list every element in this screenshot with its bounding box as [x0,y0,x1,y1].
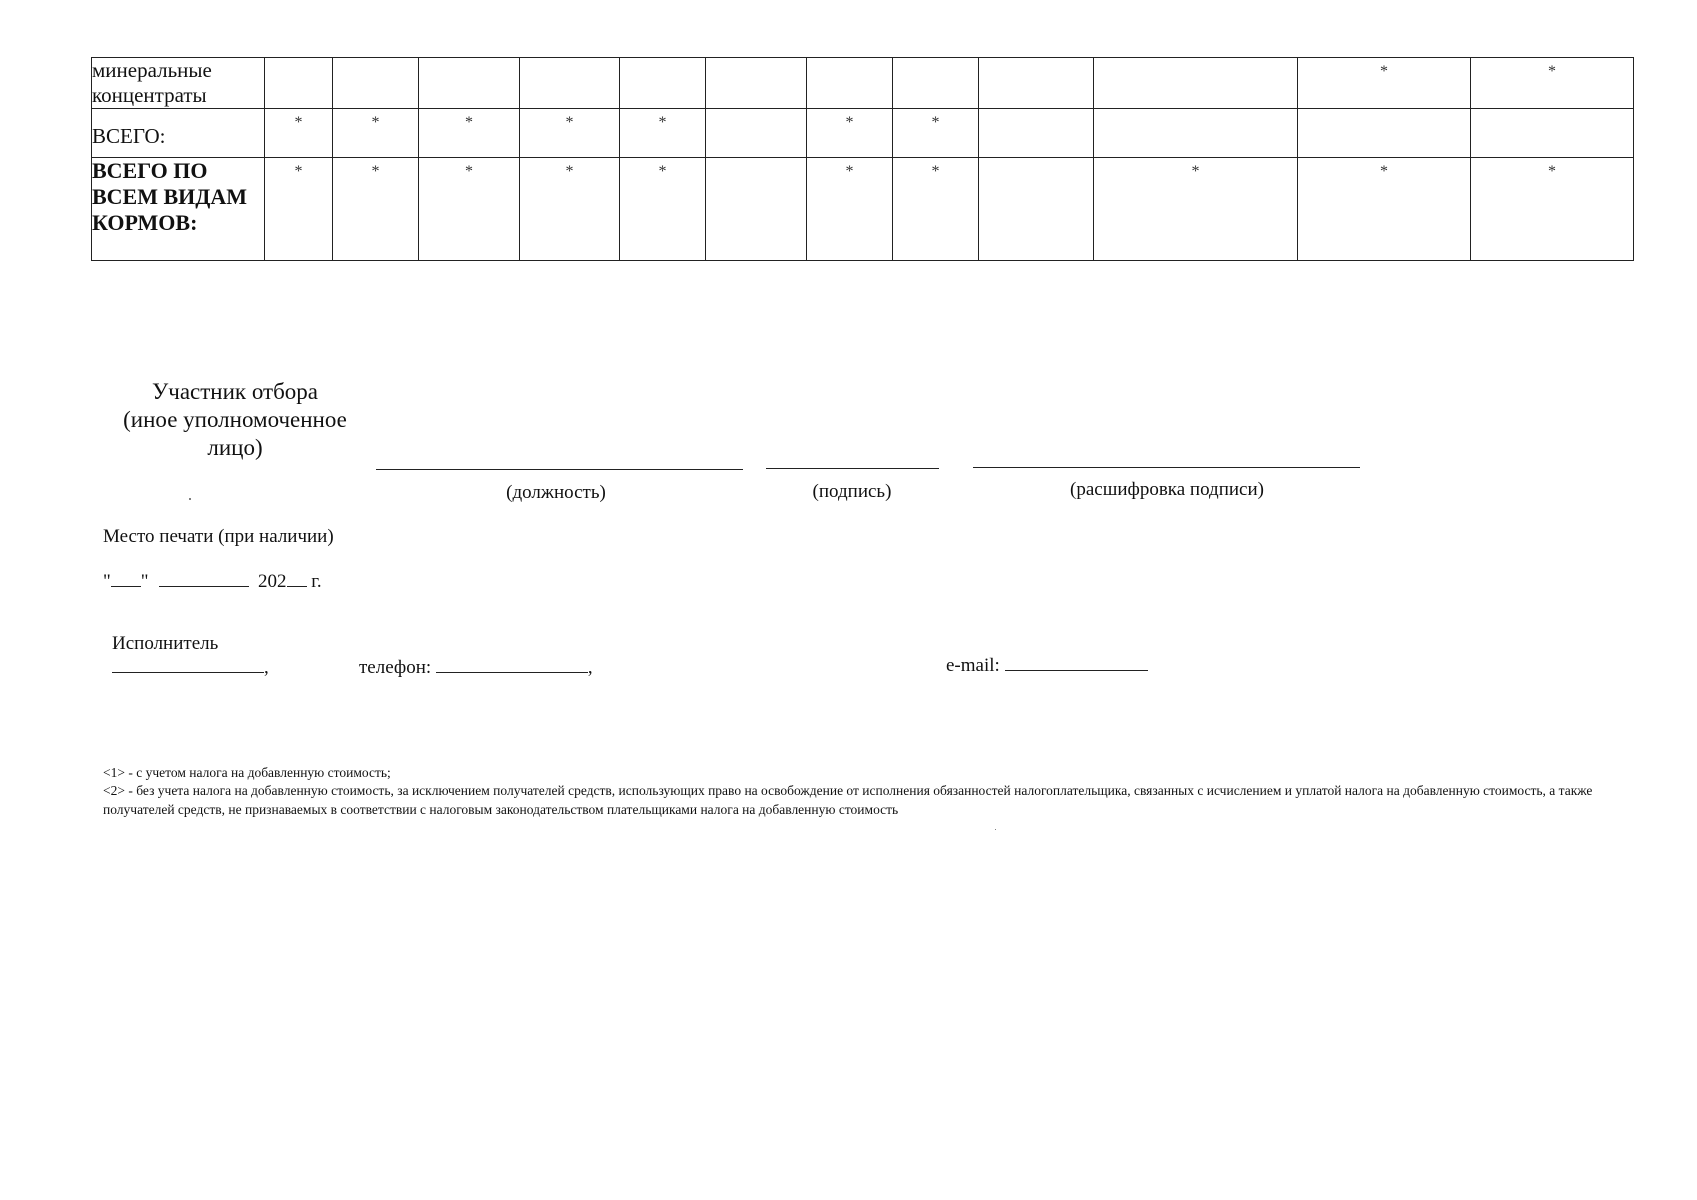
table-cell [265,109,333,158]
cell-value: * [931,114,940,131]
signature-line [766,468,939,469]
executor-blank [112,656,264,673]
date-suffix: г. [311,571,322,592]
table-cell [620,158,706,261]
date-quote-close: " [140,571,149,592]
table-cell [1471,109,1634,158]
table-cell [807,109,893,158]
table-cell [520,58,620,109]
cell-value [979,58,1093,64]
signature-caption: (подпись) [812,481,892,502]
table-cell [1094,109,1298,158]
table-cell [1094,58,1298,109]
decoding-line [973,467,1360,468]
email-label: e-mail: [946,655,1000,676]
cell-value: * [658,114,667,131]
cell-value: * [294,114,303,131]
cell-value: * [465,114,473,131]
email-blank [1005,654,1148,671]
table-cell [893,58,979,109]
table-cell [706,58,807,109]
participant-line-3: лицо) [207,435,263,460]
table-row [92,158,1634,261]
row-label: ВСЕГО ПО ВСЕМ ВИДАМ КОРМОВ: [92,158,265,261]
table-cell [1298,109,1471,158]
table-cell [979,58,1094,109]
table-cell [1471,58,1634,109]
cell-value: * [931,163,940,180]
cell-value: * [371,163,380,180]
table-cell [419,58,520,109]
table-cell [807,158,893,261]
table-cell [979,158,1094,261]
cell-value: * [294,163,303,180]
table-cell [1094,158,1298,261]
footnote-2: <2> - без учета налога на добавленную стоимость, за исключением получателей средств, использующих право на освобождение от исполнения обязанностей налогоплательщика, связанных с исчислением и уплатой налога на добавленную стоимость, а также получателей средств, не признаваемых в соответствии с налоговым законодательством плательщиками налога на добавленную стоимость [103,783,1593,817]
cell-value [1094,109,1297,115]
cell-value: * [565,163,574,180]
table-cell [893,109,979,158]
table-cell [1471,158,1634,261]
cell-value: * [565,114,574,131]
cell-value: * [465,163,473,180]
table-cell [520,109,620,158]
feed-table [91,57,1634,261]
cell-value [979,109,1093,115]
cell-value: * [1548,63,1556,80]
cell-value [620,58,705,64]
executor-field [112,656,269,679]
participant-line-2: (иное уполномоченное [123,407,347,432]
table-cell [620,58,706,109]
table-cell [419,109,520,158]
row-label: минеральные концентраты [92,58,265,109]
cell-value [979,158,1093,164]
position-line [376,469,743,470]
table-cell [706,109,807,158]
year-blank [287,570,307,587]
cell-value [520,58,619,64]
month-blank [159,570,249,587]
row-label: ВСЕГО: [92,109,265,158]
position-caption: (должность) [506,482,606,503]
cell-value [893,58,978,64]
cell-value [419,58,519,64]
footnote-1: <1> - с учетом налога на добавленную стоимость; [103,765,391,780]
table-cell [1298,158,1471,261]
date-quote-open: " [103,571,111,592]
executor-comma: , [264,657,269,678]
cell-value [1094,58,1297,64]
cell-value: * [1380,63,1388,80]
cell-value [265,58,332,64]
date-year: 202 [258,571,287,592]
cell-value [706,158,806,164]
table-cell [419,158,520,261]
executor-label: Исполнитель [112,633,219,654]
phone-blank [436,656,588,673]
table-cell [1298,58,1471,109]
cell-value: * [1380,163,1388,180]
phone-field [359,656,593,679]
phone-comma: , [587,657,593,678]
cell-value: * [658,163,667,180]
table-cell [706,158,807,261]
cell-value [333,58,418,64]
table-cell [620,109,706,158]
participant-line-1: Участник отбора [151,379,319,404]
table-cell [333,109,419,158]
table-cell [333,58,419,109]
cell-value: * [845,163,854,180]
cell-value [807,58,892,64]
table-row [92,58,1634,109]
decoding-caption: (расшифровка подписи) [1070,479,1264,500]
table-cell [893,158,979,261]
cell-value [1471,109,1633,115]
table-cell [333,158,419,261]
table-cell [520,158,620,261]
table-row [92,109,1634,158]
participant-label [105,378,365,462]
stamp-place: Место печати (при наличии) [103,526,334,547]
scan-speck [995,829,996,830]
day-blank [111,570,141,587]
cell-value [1298,109,1470,115]
date-line [103,570,322,593]
table-body [92,58,1634,261]
table-cell [265,158,333,261]
scan-speck [189,498,191,500]
cell-value [706,109,806,115]
table-cell [807,58,893,109]
table-cell [979,109,1094,158]
cell-value: * [1191,163,1200,180]
cell-value [706,58,806,64]
table-cell [265,58,333,109]
cell-value: * [845,114,854,131]
cell-value: * [371,114,380,131]
cell-value: * [1548,163,1556,180]
email-field [946,654,1148,677]
phone-label: телефон: [359,657,432,678]
